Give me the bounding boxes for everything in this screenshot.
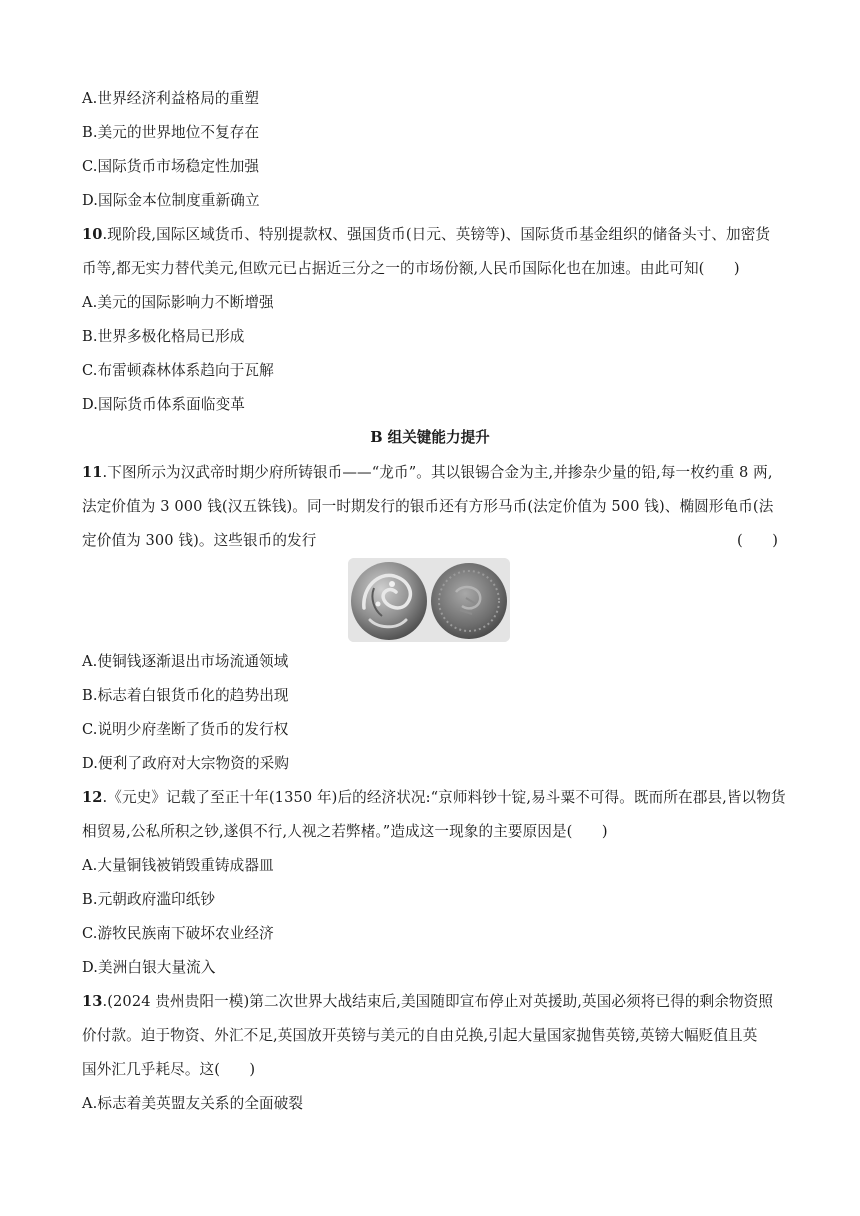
- q13-stem-line3: 国外汇几乎耗尽。这( ): [82, 1061, 256, 1078]
- q12-option-d: D.美洲白银大量流入: [82, 959, 216, 976]
- q10-option-b: B.世界多极化格局已形成: [82, 328, 245, 345]
- q10-option-a: A.美元的国际影响力不断增强: [82, 294, 274, 311]
- q11-stem-line1: [82, 463, 778, 483]
- q13-option-a: A.标志着美英盟友关系的全面破裂: [82, 1095, 304, 1112]
- q10-stem-line2: 币等,都无实力替代美元,但欧元已占据近三分之一的市场份额,人民币国际化也在加速。由此可知( ): [82, 260, 740, 277]
- q10-stem-text-1: .现阶段,国际区域货币、特别提款权、强国货币(日元、英镑等)、国际货币基金组织的储备头寸、加密货: [102, 226, 771, 243]
- q10-option-c: C.布雷顿森林体系趋向于瓦解: [82, 362, 274, 379]
- q12-option-b: B.元朝政府滥印纸钞: [82, 891, 216, 908]
- q10-stem-line1: [82, 225, 778, 245]
- q9-option-d: D.国际金本位制度重新确立: [82, 192, 260, 209]
- coin-back: [431, 563, 507, 639]
- q9-option-b: B.美元的世界地位不复存在: [82, 124, 260, 141]
- q13-stem-text-1: .(2024 贵州贵阳一模)第二次世界大战结束后,美国随即宣布停止对英援助,英国必须将已得的剩余物资照: [102, 993, 774, 1010]
- q9-option-a: A.世界经济利益格局的重塑: [82, 90, 260, 107]
- q11-stem-text-1: .下图所示为汉武帝时期少府所铸银币——“龙币”。其以银锡合金为主,并掺杂少量的铅,每一枚约重 8 两,: [102, 464, 773, 481]
- q13-number: 13: [82, 993, 103, 1010]
- q12-option-a: A.大量铜钱被销毁重铸成器皿: [82, 857, 274, 874]
- section-title: B 组关键能力提升: [370, 429, 490, 446]
- q10-option-d: D.国际货币体系面临变革: [82, 396, 245, 413]
- coin-illustration: [348, 558, 510, 642]
- q12-stem-line2: 相贸易,公私所积之钞,遂俱不行,人视之若弊楮。”造成这一现象的主要原因是( ): [82, 823, 608, 840]
- q12-option-c: C.游牧民族南下破坏农业经济: [82, 925, 274, 942]
- q11-option-d: D.便利了政府对大宗物资的采购: [82, 755, 290, 772]
- coin-front: [351, 562, 427, 640]
- q12-number: 12: [82, 789, 103, 806]
- q13-stem-line1: [82, 992, 778, 1012]
- q11-stem-line3: [82, 531, 778, 551]
- q11-option-b: B.标志着白银货币化的趋势出现: [82, 687, 289, 704]
- q11-stem-text-3: 定价值为 300 钱)。这些银币的发行: [82, 532, 317, 549]
- q13-stem-line2: 价付款。迫于物资、外汇不足,英国放开英镑与美元的自由兑换,引起大量国家抛售英镑,英镑大幅贬值且英: [82, 1027, 758, 1044]
- dragon-coin-image: [348, 558, 510, 642]
- q11-option-c: C.说明少府垄断了货币的发行权: [82, 721, 289, 738]
- q10-number: 10: [82, 226, 103, 243]
- q12-stem-line1: [82, 788, 786, 808]
- q11-option-a: A.使铜钱逐渐退出市场流通领域: [82, 653, 289, 670]
- q11-answer-bracket: ( ): [737, 532, 778, 549]
- q11-number: 11: [82, 464, 103, 481]
- q9-option-c: C.国际货币市场稳定性加强: [82, 158, 260, 175]
- q11-stem-line2: 法定价值为 3 000 钱(汉五铢钱)。同一时期发行的银币还有方形马币(法定价值为 500 钱)、椭圆形龟币(法: [82, 498, 774, 515]
- q12-stem-text-1: .《元史》记载了至正十年(1350 年)后的经济状况:“京师料钞十锭,易斗粟不可得。既而所在郡县,皆以物货: [102, 789, 786, 806]
